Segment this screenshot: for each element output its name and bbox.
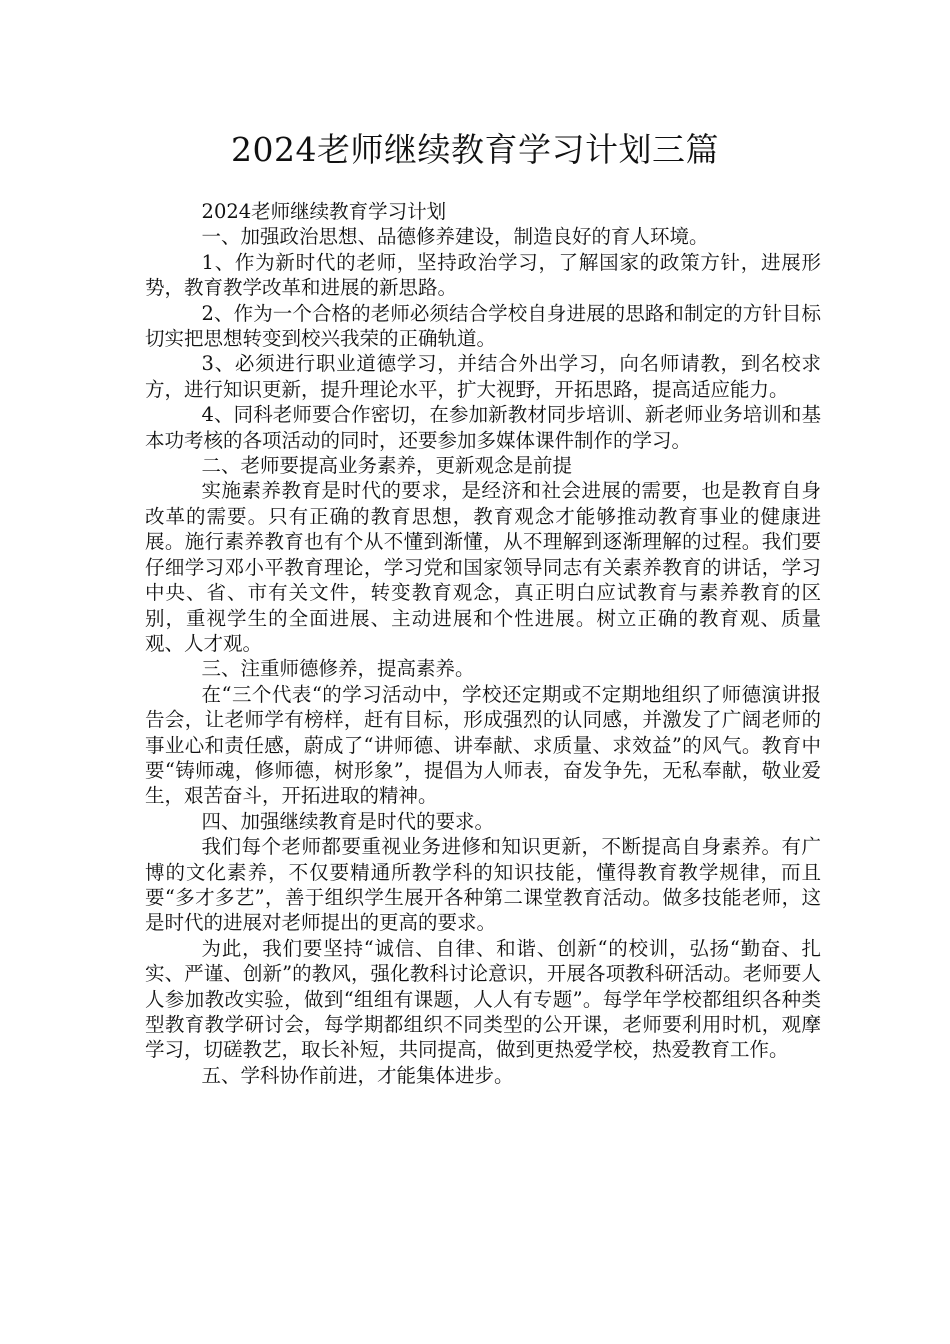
paragraph-section-3-heading: 三、注重师德修养，提高素养。	[201, 657, 475, 681]
paragraph-section-4-body-2: 为此，我们要坚持“诚信、自律、和谐、创新“的校训，弘扬“勤奋、扎实、严谨、创新”的教风，强化教科讨论意识，开展各项教科研活动。老师要人人参加教改实验，做到“组组有课题，人人有专题”。每学年学校都组织各种类型教育教学研讨会，每学期都组织不同类型的公开课，老师要利用时机，观摩学习，切磋教艺，取长补短，共同提高，做到更热爱学校，热爱教育工作。	[145, 936, 821, 1062]
paragraph-section-1-heading: 一、加强政治思想、品德修养建设，制造良好的育人环境。	[201, 225, 709, 249]
paragraph-section-3-body: 在“三个代表“的学习活动中，学校还定期或不定期地组织了师德演讲报告会，让老师学有榜样，赶有目标，形成强烈的认同感，并激发了广阔老师的事业心和责任感，蔚成了“讲师德、讲奉献、求质量、求效益”的风气。教育中要“铸师魂，修师德，树形象”，提倡为人师表，奋发争先，无私奉献，敬业爱生，艰苦奋斗，开拓进取的精神。	[145, 682, 821, 808]
paragraph-item-2: 2、作为一个合格的老师必须结合学校自身进展的思路和制定的方针目标切实把思想转变到校兴我荣的正确轨道。	[145, 301, 821, 351]
paragraph-section-2-heading: 二、老师要提高业务素养，更新观念是前提	[201, 454, 573, 478]
paragraph-section-5-heading: 五、学科协作前进，才能集体进步。	[201, 1063, 514, 1087]
paragraph-item-1: 1、作为新时代的老师，坚持政治学习，了解国家的政策方针，进展形势，教育教学改革和进展的新思路。	[145, 250, 821, 300]
paragraph-section-2-body: 实施素养教育是时代的要求，是经济和社会进展的需要，也是教育自身改革的需要。只有正确的教育思想，教育观念才能够推动教育事业的健康进展。施行素养教育也有个从不懂到渐懂，从不理解到逐渐理解的过程。我们要仔细学习邓小平教育理论，学习党和国家领导同志有关素养教育的讲话，学习中央、省、市有关文件，转变教育观念，真正明白应试教育与素养教育的区别，重视学生的全面进展、主动进展和个性进展。树立正确的教育观、质量观、人才观。	[145, 479, 821, 655]
paragraph-section-4-heading: 四、加强继续教育是时代的要求。	[201, 809, 495, 833]
document-title: 2024老师继续教育学习计划三篇	[231, 130, 719, 169]
paragraph-item-3: 3、必须进行职业道德学习，并结合外出学习，向名师请教，到名校求方，进行知识更新，提升理论水平，扩大视野，开拓思路，提高适应能力。	[145, 352, 821, 401]
paragraph-item-4: 4、同科老师要合作密切，在参加新教材同步培训、新老师业务培训和基本功考核的各项活动的同时，还要参加多媒体课件制作的学习。	[145, 403, 821, 452]
paragraph-subtitle: 2024老师继续教育学习计划	[201, 200, 447, 223]
paragraph-section-4-body: 我们每个老师都要重视业务进修和知识更新，不断提高自身素养。有广博的文化素养，不仅要精通所教学科的知识技能，懂得教育教学规律，而且要“多才多艺”，善于组织学生展开各种第二课堂教育活动。做多技能老师，这是时代的进展对老师提出的更高的要求。	[145, 835, 821, 935]
document-body	[145, 199, 821, 1088]
